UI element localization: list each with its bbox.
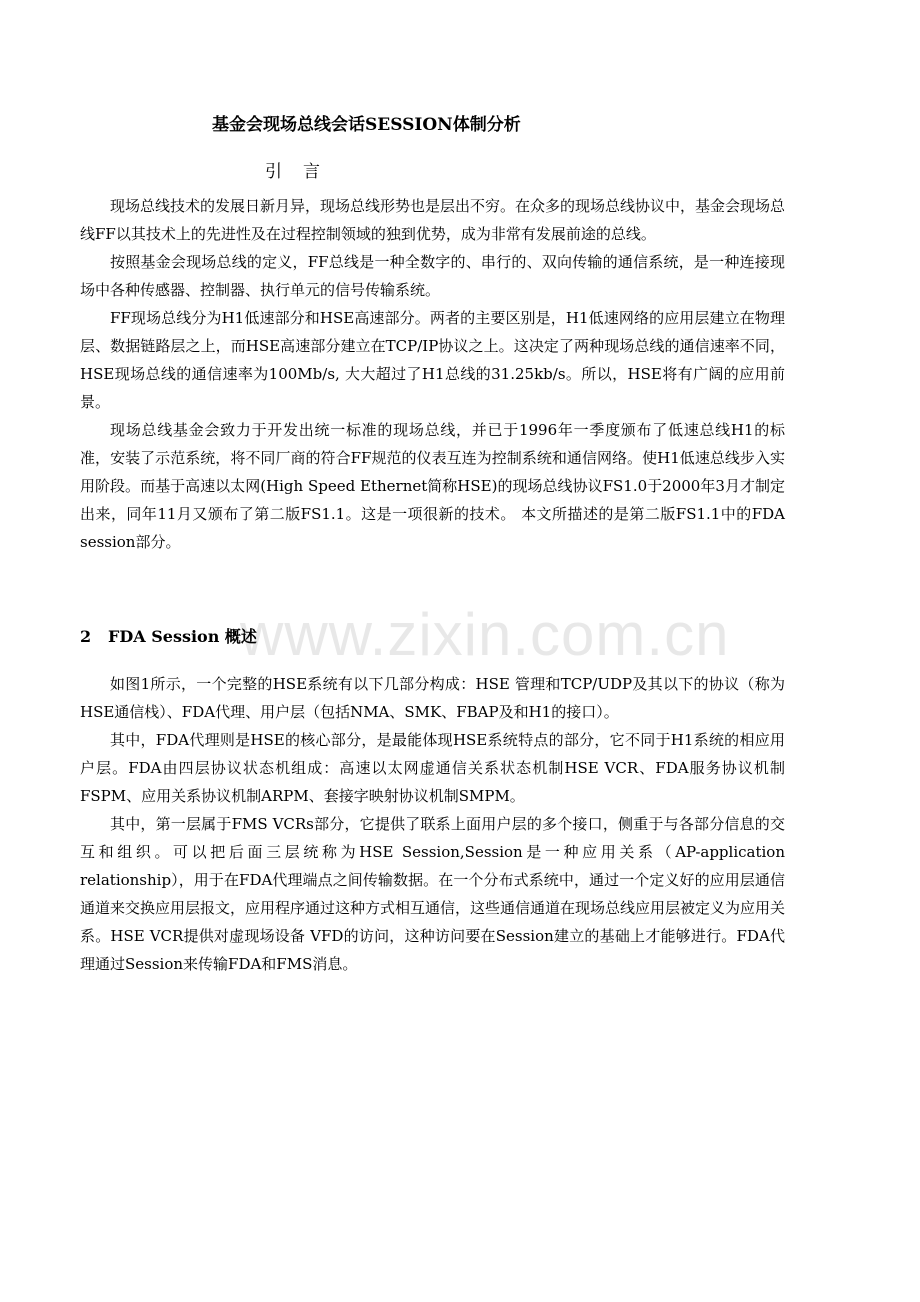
intro-paragraph: 现场总线技术的发展日新月异，现场总线形势也是层出不穷。在众多的现场总线协议中，基金会现场总线FF以其技术上的先进性及在过程控制领域的独到优势，成为非常有发展前途的总线。 — [80, 197, 786, 243]
section-number: 2 — [80, 627, 92, 646]
intro-heading: 引 言 — [265, 162, 322, 182]
section-paragraph: 其中，第一层属于FMS VCRs部分，它提供了联系上面用户层的多个接口，侧重于与各部分信息的交互和组织。可以把后面三层统称为HSE Session,Session是一种应用关系（AP-application relationship），用于在FDA代理端点之间传输数据。在一个分布式系统中，通过一个定义好的应用层通信通道来交换应用层报文，应用程序通过这种方式相互通信，这些通信通道在现场总线应用层被定义为应用关系。HSE VCR提供对虚现场设备 VFD的访问，这种访问要在Session建立的基础上才能够进行。FDA代理通过Session来传输FDA和FMS消息。 — [80, 815, 786, 973]
intro-paragraph: 现场总线基金会致力于开发出统一标准的现场总线，并已于1996年一季度颁布了低速总线H1的标准，安装了示范系统，将不同厂商的符合FF规范的仪表互连为控制系统和通信网络。使H1低速总线步入实用阶段。而基于高速以太网(High Speed Ethernet简称HSE)的现场总线协议FS1.0于2000年3月才制定出来，同年11月又颁布了第二版FS1.1。这是一项很新的技术。 本文所描述的是第二版FS1.1中的FDA session部分。 — [80, 421, 785, 551]
section-paragraph: 其中，FDA代理则是HSE的核心部分，是最能体现HSE系统特点的部分，它不同于H1系统的相应用户层。FDA由四层协议状态机组成：高速以太网虚通信关系状态机制HSE VCR、FDA服务协议机制FSPM、应用关系协议机制ARPM、套接字映射协议机制SMPM。 — [80, 731, 785, 805]
section-2-body — [80, 670, 785, 978]
section-paragraph: 如图1所示，一个完整的HSE系统有以下几部分构成：HSE 管理和TCP/UDP及其以下的协议（称为HSE通信栈）、FDA代理、用户层（包括NMA、SMK、FBAP及和H1的接口）。 — [80, 675, 785, 721]
section-2-heading — [80, 625, 257, 649]
intro-section — [80, 192, 785, 556]
intro-paragraph: FF现场总线分为H1低速部分和HSE高速部分。两者的主要区别是，H1低速网络的应用层建立在物理层、数据链路层之上，而HSE高速部分建立在TCP/IP协议之上。这决定了两种现场总线的通信速率不同，HSE现场总线的通信速率为100Mb/s, 大大超过了H1总线的31.25kb/s。所以，HSE将有广阔的应用前景。 — [80, 309, 785, 411]
document-title: 基金会现场总线会话SESSION体制分析 — [212, 115, 521, 135]
section-title: FDA Session 概述 — [108, 627, 257, 646]
watermark: www.zixin.com.cn — [240, 601, 730, 668]
intro-paragraph: 按照基金会现场总线的定义，FF总线是一种全数字的、串行的、双向传输的通信系统，是一种连接现场中各种传感器、控制器、执行单元的信号传输系统。 — [80, 253, 785, 299]
